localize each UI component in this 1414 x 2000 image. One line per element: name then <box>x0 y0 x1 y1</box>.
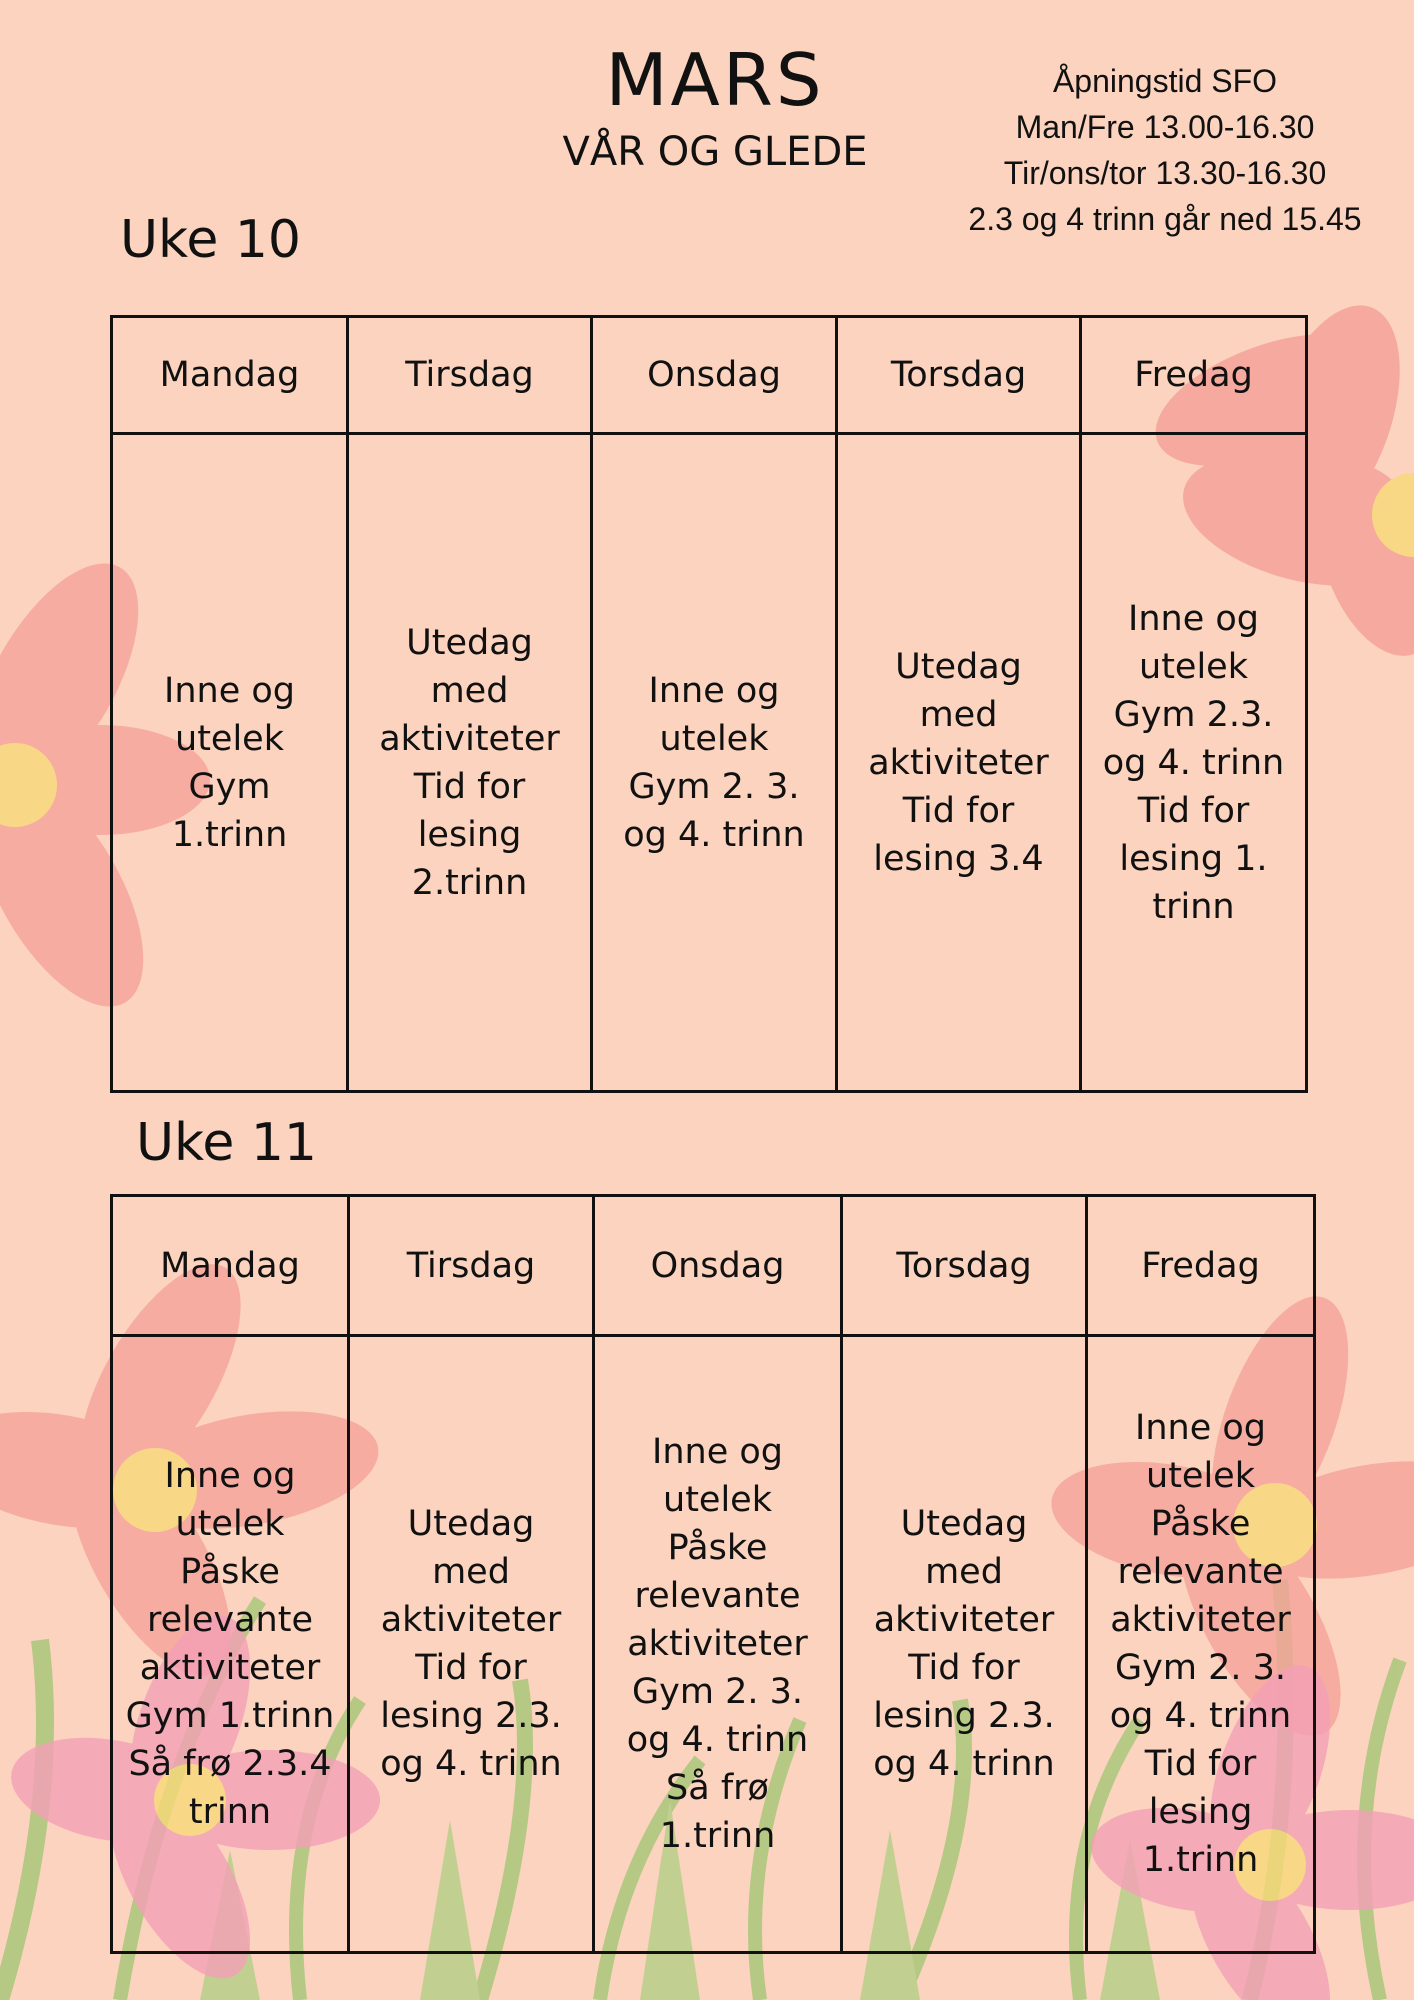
activity-line: Inne og <box>1128 598 1259 639</box>
activity-line: Gym 2. 3. <box>632 1672 803 1712</box>
day-header: Onsdag <box>594 1196 842 1336</box>
page-subtitle: VÅR OG GLEDE <box>562 129 868 175</box>
activity-line: aktiviteter <box>868 742 1049 783</box>
activity-line: Gym 2.3. <box>1113 694 1274 735</box>
activity-cell <box>112 434 348 1092</box>
activity-line: Tid for <box>413 766 526 807</box>
activity-line: Så frø <box>666 1768 769 1808</box>
activity-line: 1.trinn <box>171 814 288 855</box>
activity-row <box>112 434 1307 1092</box>
activity-line: Gym 2. 3. <box>1115 1648 1286 1688</box>
activity-line: utelek <box>175 718 284 759</box>
activity-line: Inne og <box>164 670 295 711</box>
opening-hours-line: Åpningstid SFO <box>1052 63 1278 99</box>
activity-line: Utedag <box>900 1504 1028 1544</box>
activity-line: utelek <box>659 718 769 759</box>
activity-line: Tid for <box>902 790 1015 831</box>
activity-line: og 4. trinn <box>623 814 805 855</box>
activity-line: og 4. trinn <box>626 1720 809 1760</box>
activity-line: Gym 1.trinn <box>125 1696 335 1736</box>
activity-line: aktiviteter <box>627 1624 808 1664</box>
activity-line: Utedag <box>406 622 533 663</box>
day-header: Fredag <box>1087 1196 1315 1336</box>
activity-cell <box>349 1336 594 1953</box>
activity-line: trinn <box>1152 886 1235 927</box>
activity-line: og 4. trinn <box>873 1744 1055 1784</box>
activity-line: Tid for <box>908 1648 1020 1688</box>
activity-line: og 4. trinn <box>1102 742 1285 783</box>
day-header: Mandag <box>112 1196 349 1336</box>
week-label: Uke 10 <box>120 210 302 270</box>
activity-line: utelek <box>175 1504 285 1544</box>
activity-line: Gym <box>188 766 271 807</box>
opening-hours <box>930 58 1400 242</box>
activity-cell <box>837 434 1081 1092</box>
activity-line: lesing 3.4 <box>873 838 1044 879</box>
activity-line: Inne og <box>1135 1408 1266 1448</box>
day-header: Tirsdag <box>348 317 592 434</box>
activity-line: Utedag <box>895 646 1022 687</box>
activity-line: Inne og <box>648 670 780 711</box>
activity-line: Utedag <box>407 1504 535 1544</box>
week-schedule-table <box>110 315 1308 1093</box>
opening-hours-line: Tir/ons/tor 13.30-16.30 <box>1003 155 1327 191</box>
day-header: Tirsdag <box>349 1196 594 1336</box>
activity-line: aktiviteter <box>379 718 560 759</box>
activity-line: relevante <box>1117 1552 1284 1592</box>
activity-line: og 4. trinn <box>1109 1696 1292 1736</box>
activity-line: 1.trinn <box>659 1816 776 1856</box>
activity-cell <box>594 1336 842 1953</box>
activity-cell <box>1087 1336 1315 1953</box>
activity-line: Tid for <box>1144 1744 1257 1784</box>
activity-cell <box>842 1336 1087 1953</box>
activity-line: utelek <box>1146 1456 1255 1496</box>
day-header: Torsdag <box>837 317 1081 434</box>
activity-line: lesing <box>1148 1792 1253 1832</box>
activity-line: Tid for <box>415 1648 527 1688</box>
activity-line: relevante <box>146 1600 313 1640</box>
activity-line: relevante <box>634 1576 801 1616</box>
activity-line: aktiviteter <box>139 1648 321 1688</box>
activity-cell <box>592 434 837 1092</box>
activity-row <box>112 1336 1315 1953</box>
activity-line: lesing 2.3. <box>873 1696 1055 1736</box>
activity-line: Tid for <box>1137 790 1250 831</box>
activity-line: 2.trinn <box>411 862 528 903</box>
activity-line: lesing 1. <box>1119 838 1268 879</box>
activity-line: Påske <box>180 1552 280 1592</box>
opening-hours-line: 2.3 og 4 trinn går ned 15.45 <box>968 201 1362 237</box>
activity-line: Påske <box>667 1528 768 1568</box>
day-header-row <box>112 317 1307 434</box>
activity-cell <box>112 1336 349 1953</box>
activity-line: lesing <box>417 814 522 855</box>
page-title: MARS <box>605 38 825 122</box>
activity-line: aktiviteter <box>380 1600 562 1640</box>
activity-line: Påske <box>1150 1504 1251 1544</box>
day-header-row <box>112 1196 1315 1336</box>
activity-line: med <box>925 1552 1003 1592</box>
opening-hours-line: Man/Fre 13.00-16.30 <box>1015 109 1315 145</box>
activity-line: aktiviteter <box>873 1600 1055 1640</box>
activity-cell <box>348 434 592 1092</box>
activity-line: med <box>919 694 998 735</box>
activity-cell <box>1081 434 1307 1092</box>
activity-line: Inne og <box>652 1432 783 1472</box>
activity-line: utelek <box>663 1480 772 1520</box>
activity-line: og 4. trinn <box>380 1744 562 1784</box>
activity-line: trinn <box>188 1792 272 1832</box>
activity-line: 1.trinn <box>1142 1840 1259 1880</box>
week-schedule-table <box>110 1194 1316 1954</box>
activity-line: Gym 2. 3. <box>628 766 800 807</box>
day-header: Torsdag <box>842 1196 1087 1336</box>
day-header: Mandag <box>112 317 348 434</box>
activity-line: aktiviteter <box>1110 1600 1291 1640</box>
activity-line: utelek <box>1139 646 1248 687</box>
activity-line: Så frø 2.3.4 <box>128 1744 332 1784</box>
week-label: Uke 11 <box>136 1113 318 1173</box>
day-header: Fredag <box>1081 317 1307 434</box>
activity-line: lesing 2.3. <box>380 1696 562 1736</box>
activity-line: med <box>432 1552 510 1592</box>
day-header: Onsdag <box>592 317 837 434</box>
activity-line: med <box>430 670 509 711</box>
activity-line: Inne og <box>164 1456 296 1496</box>
